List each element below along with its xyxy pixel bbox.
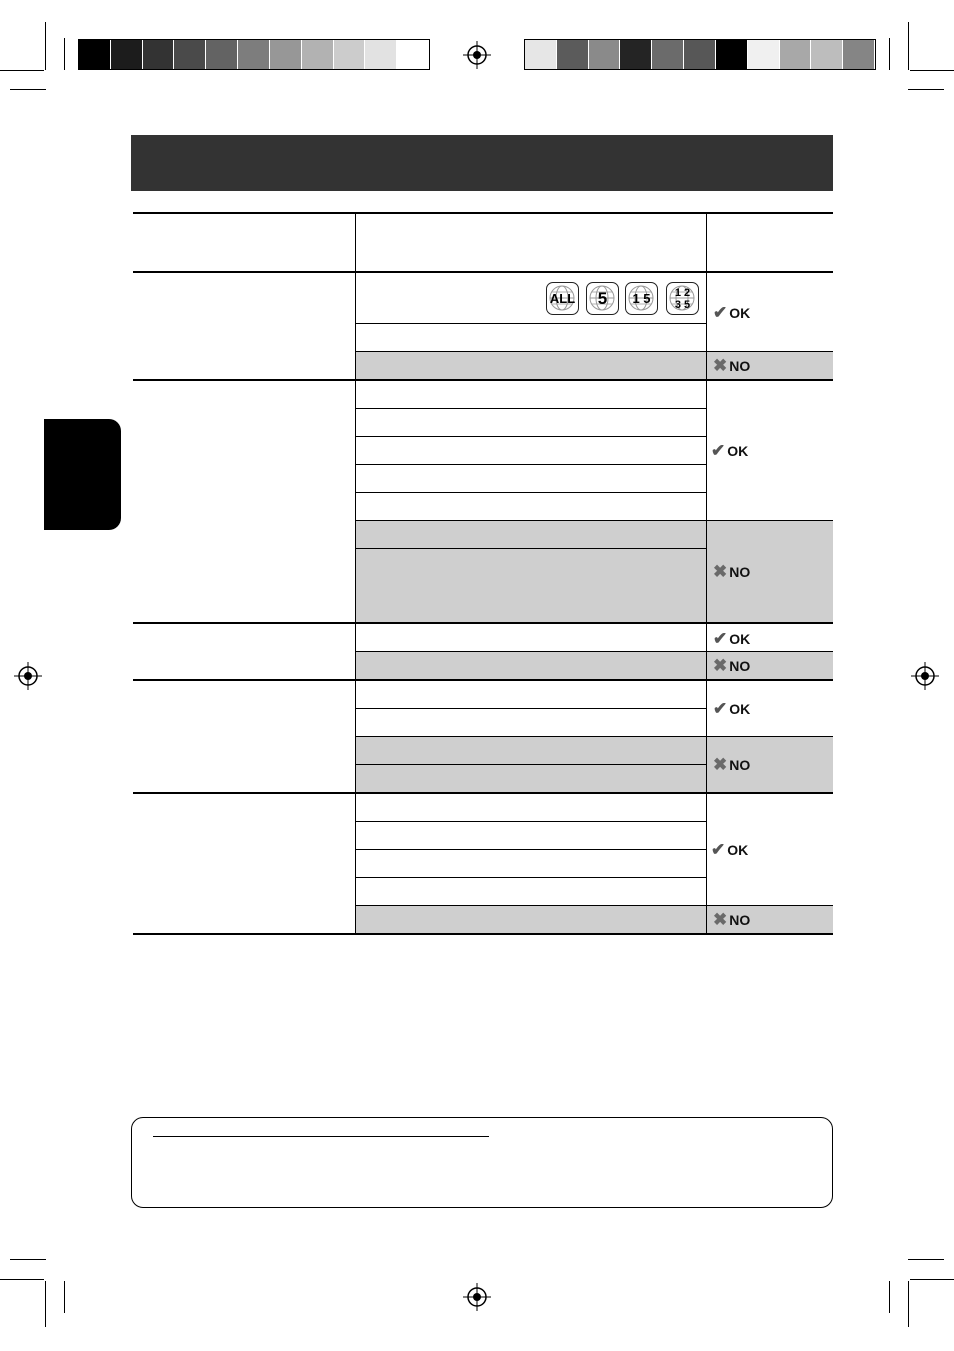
color-swatch (174, 40, 206, 69)
checkmark-icon: ✔ (713, 699, 728, 718)
checkmark-icon: ✔ (711, 441, 726, 460)
region-code-label: 1 2 3 5 (674, 286, 691, 311)
status-ok: ✔ OK (713, 303, 751, 322)
section-title-banner (131, 135, 833, 191)
color-swatch (111, 40, 143, 69)
color-swatch (748, 40, 780, 69)
status-ok: ✔ OK (711, 441, 749, 460)
note-heading-rule (153, 1136, 489, 1137)
note-box (131, 1117, 833, 1208)
color-calibration-bar-right (524, 39, 876, 70)
cross-icon: ✖ (713, 656, 728, 675)
cross-icon: ✖ (713, 755, 728, 774)
status-no: ✖ NO (713, 356, 751, 375)
table-row (356, 906, 833, 933)
status-no: ✖ NO (713, 910, 751, 929)
color-swatch (143, 40, 175, 69)
table-row (356, 352, 833, 380)
status-ok: ✔ OK (711, 840, 749, 859)
status-ok: ✔ OK (713, 629, 751, 648)
color-swatch (397, 40, 429, 69)
status-no: ✖ NO (713, 656, 751, 675)
table-row (356, 521, 833, 623)
color-swatch (334, 40, 366, 69)
color-swatch (716, 40, 748, 69)
color-swatch (843, 40, 875, 69)
globe-region-icon (666, 282, 699, 315)
color-swatch (79, 40, 111, 69)
globe-region-icon (586, 282, 619, 315)
region-code-label: 1 5 (632, 291, 651, 306)
cross-icon: ✖ (713, 562, 728, 581)
color-swatch (525, 40, 557, 69)
registration-mark-icon (911, 662, 939, 690)
color-swatch (557, 40, 589, 69)
status-no: ✖ NO (713, 755, 751, 774)
checkmark-icon: ✔ (713, 629, 728, 648)
color-swatch (589, 40, 621, 69)
color-swatch (302, 40, 334, 69)
color-swatch (238, 40, 270, 69)
cross-icon: ✖ (713, 910, 728, 929)
checkmark-icon: ✔ (713, 303, 728, 322)
registration-mark-icon (463, 1283, 491, 1311)
registration-mark-icon (14, 662, 42, 690)
globe-region-icon (625, 282, 658, 315)
color-swatch (780, 40, 812, 69)
color-swatch (620, 40, 652, 69)
region-code-label: 5 (597, 288, 608, 308)
status-no: ✖ NO (713, 562, 751, 581)
color-swatch (684, 40, 716, 69)
color-swatch (652, 40, 684, 69)
registration-mark-icon (463, 41, 491, 69)
status-ok: ✔ OK (713, 699, 751, 718)
color-swatch (270, 40, 302, 69)
region-code-label: ALL (549, 291, 576, 306)
table-row (356, 652, 833, 679)
side-language-tab (44, 419, 121, 530)
color-swatch (365, 40, 397, 69)
color-calibration-bar-left (78, 39, 430, 70)
globe-region-icon (546, 282, 579, 315)
cross-icon: ✖ (713, 356, 728, 375)
checkmark-icon: ✔ (711, 840, 726, 859)
color-swatch (811, 40, 843, 69)
color-swatch (206, 40, 238, 69)
